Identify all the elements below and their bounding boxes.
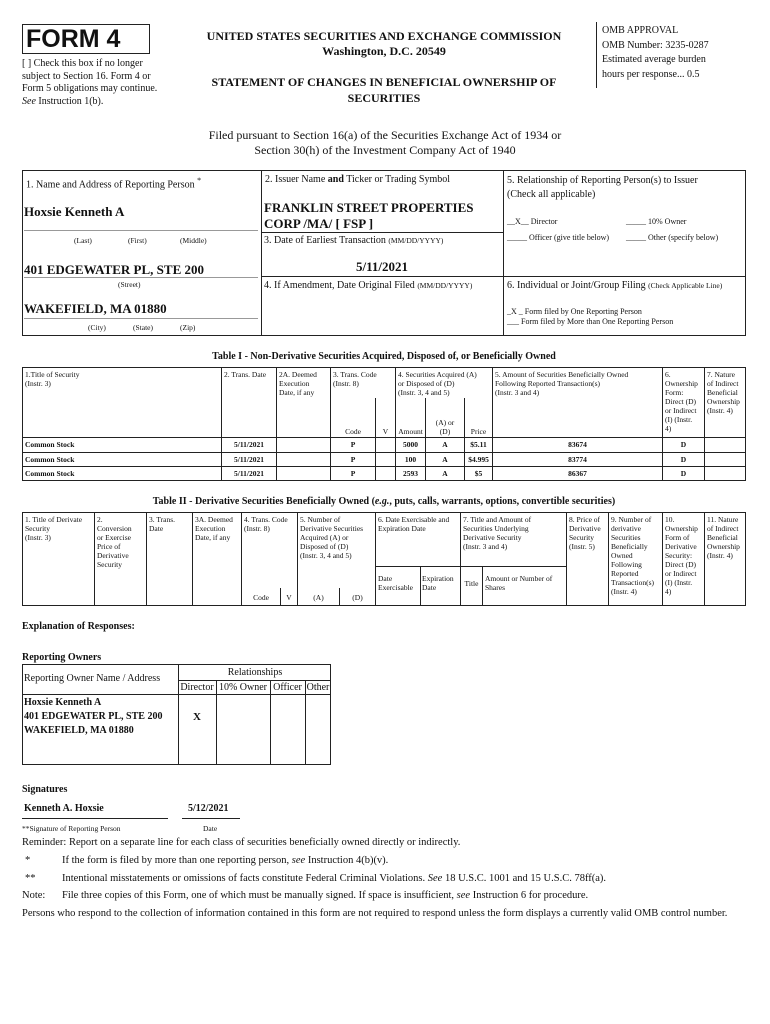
t2-sub-amount (485, 574, 552, 592)
omb-line: hours per response... 0.5 (602, 68, 700, 80)
t2-h8 (569, 515, 601, 551)
fn-see: see (456, 890, 471, 901)
row-code: P (350, 440, 356, 449)
fn-text: 18 U.S.C. 1001 and 15 U.S.C. 78ff(a). (444, 873, 607, 884)
t2-sub-code: Code (253, 593, 269, 602)
table2-col-divider (241, 512, 242, 606)
header-text: Price of (97, 542, 121, 551)
header-text: (Instr. 3, 4 and 5) (398, 388, 450, 397)
header-text: 5. Number of (300, 515, 341, 524)
t2-sub-title: Title (464, 579, 479, 588)
signature-label (22, 824, 121, 833)
row-owned: 83674 (568, 440, 587, 449)
director-checkbox[interactable]: __X__ Director (507, 217, 558, 226)
city-value: WAKEFIELD, MA 01880 (24, 301, 167, 316)
fn-text: Instruction 6 for procedure. (472, 890, 589, 901)
header-text: Form of (665, 533, 690, 542)
box5-label-line2: (Check all applicable) (507, 189, 596, 200)
header-text: of Indirect (707, 524, 739, 533)
header-text: 6. Date Exercisable and (378, 515, 450, 524)
table2-col-divider (375, 512, 376, 606)
header-text: (Instr. 3 and 4) (495, 388, 540, 397)
issuer-name-line1: FRANKLIN STREET PROPERTIES (264, 200, 474, 215)
row-title: Common Stock (25, 469, 75, 478)
city-label: (City) (88, 323, 106, 332)
t1-sub-price: Price (470, 427, 487, 436)
t2-h3a (195, 515, 233, 542)
box5-label (507, 174, 698, 202)
header-text: (Instr. 4) (707, 406, 733, 415)
header-text: 7. Title and Amount of (463, 515, 532, 524)
header-text: 2. Trans. Date (224, 370, 267, 379)
header-text: Acquired (A) or (300, 533, 349, 542)
filed-pursuant-line2: Section 30(h) of the Investment Company Act of 1940 (254, 143, 516, 157)
owner-name: Hoxsie Kenneth A (24, 697, 102, 708)
row-aord: A (442, 455, 448, 464)
header-text: Form: (665, 388, 684, 397)
header-text: Beneficial (707, 388, 738, 397)
header-text: Disposed of (D) (300, 542, 349, 551)
explanation-heading: Explanation of Responses: (22, 621, 135, 632)
header-text: 2. (97, 515, 103, 524)
table1-title: Table I - Non-Derivative Securities Acquired, Disposed of, or Beneficially Owned (212, 351, 556, 362)
signer-name: Kenneth A. Hoxsie (24, 803, 104, 814)
header-text: Shares (485, 583, 505, 592)
earliest-transaction-date: 5/11/2021 (355, 259, 408, 274)
fn-see: See (427, 873, 443, 884)
row-date: 5/11/2021 (233, 469, 264, 478)
signature-line (22, 818, 168, 819)
owners-col-officer: Officer (273, 682, 302, 693)
t1-h2a (279, 370, 317, 397)
see-ref: See (22, 95, 36, 107)
box1-label (26, 176, 201, 190)
t2-h1 (25, 515, 82, 542)
row-price: $5.11 (470, 440, 487, 449)
header-text: Reported (611, 569, 639, 578)
box4-label (264, 280, 472, 292)
table2-col-divider (704, 512, 705, 606)
header-text: or Indirect (665, 406, 697, 415)
owners-sub-divider (178, 680, 331, 681)
box5-label-line1: 5. Relationship of Reporting Person(s) to Issuer (507, 175, 698, 186)
box4-label-text: 4. If Amendment, Date Original Filed (264, 280, 415, 291)
box6-label-text: 6. Individual or Joint/Group Filing (507, 280, 646, 291)
street-underline (24, 277, 258, 278)
header-text: 7. Nature (707, 370, 735, 379)
owners-col-ten-percent: 10% Owner (218, 682, 268, 693)
date-format: (MM/DD/YYYY) (417, 281, 473, 290)
header-text: Derivative Securities (300, 524, 364, 533)
owner-city: WAKEFIELD, MA 01880 (24, 725, 134, 736)
row-owned: 86367 (568, 469, 587, 478)
header-text: (Instr. 3, 4 and 5) (300, 551, 352, 560)
header-text: 9. Number of (611, 515, 652, 524)
reminder-text: Reminder: Report on a separate line for each class of securities beneficially owned directly or indirectly. (22, 837, 461, 848)
row-form: D (680, 455, 687, 464)
box2-label-post: Ticker or Trading Symbol (346, 174, 451, 185)
table1-col-divider (704, 367, 705, 481)
row-date: 5/11/2021 (233, 440, 264, 449)
footnote-2-text (62, 873, 606, 884)
box2-label-and: and (327, 174, 344, 185)
issuer-name-line2: CORP /MA/ [ FSP ] (264, 216, 374, 231)
t2-h7 (463, 515, 531, 551)
first-label: (First) (128, 236, 147, 245)
header-text: (Instr. 4) (611, 587, 637, 596)
header-text: Ownership (707, 397, 740, 406)
t1-h2 (224, 370, 266, 379)
owners-col-relationships: Relationships (227, 667, 283, 678)
header-text: Direct (D) (665, 397, 697, 406)
middle-label: (Middle) (180, 236, 207, 245)
header-text: Derivative (97, 551, 129, 560)
header-text: Date (149, 524, 164, 533)
fn-see: see (291, 855, 306, 866)
t2-h9 (611, 515, 654, 596)
t1-sub-v: V (382, 427, 389, 436)
header-text: (D) (439, 427, 451, 436)
header-text: Following (611, 560, 642, 569)
header-text: 4) (665, 587, 672, 596)
header-text: 4. Securities Acquired (A) (398, 370, 477, 379)
header-text: 3A. Deemed (195, 515, 233, 524)
header-text: (Instr. 4) (707, 551, 733, 560)
header-text: Exercisable (378, 583, 413, 592)
owners-col-director: Director (180, 682, 214, 693)
t2-h11 (707, 515, 740, 560)
filed-by-one-option[interactable]: _X _ Form filed by One Reporting Person (507, 307, 642, 316)
row-aord: A (442, 440, 448, 449)
header-text: Derivative Security (463, 533, 522, 542)
omb-approval (602, 24, 767, 82)
box6-label (507, 280, 722, 292)
reporting-owners-heading: Reporting Owners (22, 652, 102, 663)
row-aord: A (442, 469, 448, 478)
fn-text: Intentional misstatements or omissions of facts constitute Federal Criminal Violations. (62, 873, 426, 884)
header-text: Execution (195, 524, 226, 533)
header-text: (Instr. 8) (333, 379, 359, 388)
row-title: Common Stock (25, 440, 75, 449)
t2-h5 (300, 515, 363, 560)
box2-label (265, 174, 450, 186)
row-price: $4.995 (468, 455, 489, 464)
box6-label-small: (Check Applicable Line) (648, 281, 723, 290)
t1-sub-amount: Amount (398, 427, 423, 436)
t2-h4 (244, 515, 288, 533)
header-text: 3. Trans. (149, 515, 176, 524)
t2-sub-d: (D) (352, 593, 363, 602)
t2-h3 (149, 515, 175, 533)
header-text: or Indirect (665, 569, 697, 578)
header-text: (A) or (435, 418, 455, 427)
other-checkbox[interactable]: _____ Other (specify below) (626, 233, 719, 242)
owners-col-other: Other (306, 682, 330, 693)
last-label: (Last) (74, 236, 92, 245)
header-text: Securities (611, 533, 641, 542)
header-text: Security: (665, 551, 693, 560)
sig-mark: ** (22, 824, 30, 833)
header-text: Security (25, 524, 50, 533)
table2-sub-divider (375, 566, 566, 567)
row-amount: 5000 (403, 440, 418, 449)
row-title: Common Stock (25, 455, 75, 464)
t1-h3 (333, 370, 377, 388)
table2-col-divider (460, 512, 461, 606)
grid-divider (261, 276, 746, 277)
state-label: (State) (133, 323, 153, 332)
header-text: Date, if any (279, 388, 315, 397)
header-text: Ownership (665, 524, 698, 533)
row-amount: 100 (404, 455, 417, 464)
owner-director-mark: X (193, 711, 201, 723)
header-text: (I) (Instr. (665, 415, 693, 424)
omb-divider (596, 22, 597, 88)
header-text: Security (97, 560, 122, 569)
officer-checkbox[interactable]: _____ Officer (give title below) (507, 233, 610, 242)
fn-text: File three copies of this Form, one of which must be manually signed. If space is insufficient, (62, 890, 455, 901)
header-text: Amount or Number of (485, 574, 553, 583)
omb-line: OMB Number: 3235-0287 (602, 39, 709, 51)
header-text: 4. Trans. Code (244, 515, 288, 524)
note-mark: Note: (22, 890, 46, 901)
t2-sub-a: (A) (313, 593, 324, 602)
header-text: 3. Trans. Code (333, 370, 377, 379)
header-text: Ownership (707, 542, 740, 551)
title-text: , puts, calls, warrants, options, convertible securities) (389, 496, 616, 507)
reporting-person-name: Hoxsie Kenneth A (24, 204, 125, 219)
box1-label-text: 1. Name and Address of Reporting Person (26, 179, 195, 191)
header-text: Following Reported Transaction(s) (495, 379, 600, 388)
table1-header-divider (22, 437, 746, 438)
statement-title: STATEMENT OF CHANGES IN BENEFICIAL OWNERSHIP OF SECURITIES (211, 75, 557, 105)
fn-text: If the form is filed by more than one reporting person, (62, 855, 290, 866)
table2-col-divider (662, 512, 663, 606)
header-text: 1.Title of Security (25, 370, 80, 379)
header-text: Beneficially (611, 542, 648, 551)
footnote-mark: * (197, 176, 202, 185)
table2-col-divider (94, 512, 95, 606)
header-text: 6. (665, 370, 671, 379)
name-underline (24, 230, 258, 231)
row-date: 5/11/2021 (233, 455, 264, 464)
table2-col-divider (192, 512, 193, 606)
t1-h7 (707, 370, 740, 415)
table2-title (22, 496, 746, 507)
omb-line: Estimated average burden (602, 54, 706, 65)
header-text: Securities Underlying (463, 524, 529, 533)
header-text: (I) (Instr. (665, 578, 693, 587)
t1-h1 (25, 370, 80, 388)
header-text: or Disposed of (D) (398, 379, 455, 388)
row-code: P (350, 455, 356, 464)
header-text: Derivative (665, 542, 697, 551)
t2-sub-exp (422, 574, 454, 592)
table1-row-divider (22, 466, 746, 467)
omb-line: OMB APPROVAL (602, 25, 679, 36)
header-text: 1. Title of Derivate (25, 515, 83, 524)
row-amount: 2593 (403, 469, 418, 478)
header-text: Security (569, 533, 594, 542)
box2-label-pre: 2. Issuer Name (265, 174, 326, 185)
header-text: Expiration Date (378, 524, 426, 533)
row-price: $5 (474, 469, 483, 478)
table2-col-divider (297, 512, 298, 606)
grid-divider (261, 170, 262, 336)
signature-date-line (182, 818, 240, 819)
header-text: Owned (611, 551, 633, 560)
checkbox-text: [ ] Check this box if no longer subject to Section 16. Form 4 or Form 5 obligations may continue. (22, 58, 158, 94)
agency-name: UNITED STATES SECURITIES AND EXCHANGE COMMISSION (206, 29, 562, 43)
street-label: (Street) (118, 280, 141, 289)
header-text: (Instr. 3) (25, 533, 51, 542)
street-value: 401 EDGEWATER PL, STE 200 (24, 262, 204, 277)
sig-label-text: Signature of Reporting Person (29, 824, 121, 833)
table1-row-divider (22, 452, 746, 453)
header-text: Date (378, 574, 393, 583)
header-text: derivative (611, 524, 641, 533)
date-format: (MM/DD/YYYY) (388, 236, 444, 245)
box3-label (264, 235, 443, 247)
table1-col-divider (276, 367, 277, 481)
header-text: of Indirect (707, 379, 739, 388)
t1-h4 (398, 370, 477, 397)
form-title: FORM 4 (26, 25, 121, 53)
grid-divider (503, 170, 504, 336)
header-text: (Instr. 5) (569, 542, 595, 551)
header-text: Date (422, 583, 437, 592)
checkbox-notice[interactable] (22, 58, 172, 108)
header-text: 5. Amount of Securities Beneficially Owned (495, 370, 629, 379)
t2-h2 (97, 515, 132, 569)
header-text: Transaction(s) (611, 578, 655, 587)
t2-h6 (378, 515, 449, 533)
header-text: (Instr. 3 and 4) (463, 542, 508, 551)
date-label: Date (203, 824, 218, 833)
header-text: Direct (D) (665, 560, 697, 569)
omb-notice-text: Persons who respond to the collection of information contained in this form are not required to respond unless the form displays a currently valid OMB control number. (22, 908, 728, 919)
t2-h10 (665, 515, 698, 596)
header-text: 10. (665, 515, 675, 524)
header-text: Expiration (422, 574, 454, 583)
header-text: Date, if any (195, 533, 231, 542)
owner-street: 401 EDGEWATER PL, STE 200 (24, 711, 163, 722)
t1-h6 (665, 370, 698, 433)
header-text: 2A. Deemed (279, 370, 317, 379)
signature-date: 5/12/2021 (188, 803, 229, 814)
table2-col-divider (420, 566, 421, 606)
note-text (62, 890, 588, 901)
footnote-1-mark: * (25, 855, 31, 866)
t2-sub-v: V (286, 593, 292, 602)
header-text: 4) (665, 424, 672, 433)
header-text: (Instr. 8) (244, 524, 270, 533)
header-text: 11. Nature (707, 515, 739, 524)
signatures-heading: Signatures (22, 784, 68, 795)
table2-col-divider (146, 512, 147, 606)
header-text: (Instr. 3) (25, 379, 51, 388)
owners-header-divider (22, 694, 331, 695)
box3-label-text: 3. Date of Earliest Transaction (264, 235, 386, 246)
owners-col-name: Reporting Owner Name / Address (24, 673, 161, 684)
t1-sub-code: Code (345, 427, 361, 436)
footnote-1-text (62, 855, 388, 866)
title-text: Table II - Derivative Securities Beneficially Owned ( (152, 496, 375, 507)
fn-text: Instruction 4(b)(v). (307, 855, 389, 866)
city-underline (24, 318, 258, 319)
row-form: D (680, 469, 687, 478)
t1-h5 (495, 370, 628, 397)
header-text: Execution (279, 379, 310, 388)
table2-col-divider (482, 566, 483, 606)
agency-location: Washington, D.C. 20549 (322, 44, 446, 58)
instruction-ref: Instruction 1(b). (38, 95, 104, 107)
row-owned: 83774 (568, 455, 587, 464)
grid-divider (261, 232, 503, 233)
header-text: 8. Price of (569, 515, 601, 524)
zip-label: (Zip) (180, 323, 196, 332)
footnote-2-mark: ** (25, 873, 36, 884)
ten-percent-owner-checkbox[interactable]: _____ 10% Owner (626, 217, 687, 226)
title-eg: e.g. (374, 496, 390, 507)
header-text: Beneficial (707, 533, 738, 542)
header-text: Derivative (569, 524, 601, 533)
t1-sub-aord (426, 418, 464, 436)
header-text: or Exercise (97, 533, 131, 542)
t2-sub-date-ex (378, 574, 413, 592)
row-code: P (350, 469, 356, 478)
header-text: Conversion (97, 524, 132, 533)
header-text: Ownership (665, 379, 698, 388)
filed-by-more-option[interactable]: ___ Form filed by More than One Reporting Person (507, 317, 674, 326)
table1-col-divider (375, 398, 376, 481)
table2-col-divider (566, 512, 567, 606)
filed-pursuant-line1: Filed pursuant to Section 16(a) of the Securities Exchange Act of 1934 or (208, 128, 562, 142)
table2-col-divider (608, 512, 609, 606)
row-form: D (680, 440, 687, 449)
